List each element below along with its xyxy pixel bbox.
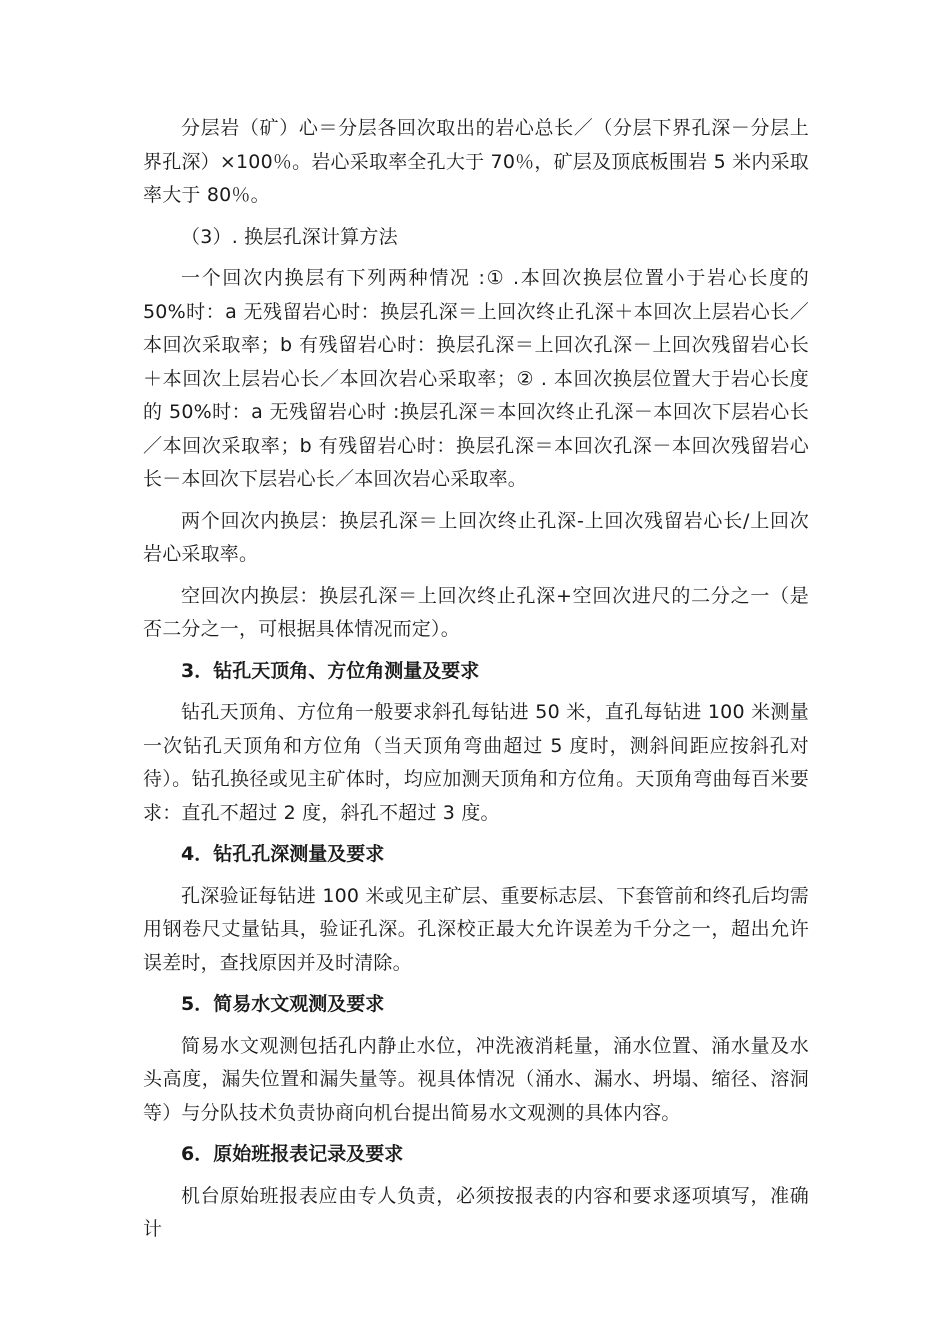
paragraph-angle-measurement: 钻孔天顶角、方位角一般要求斜孔每钻进 50 米，直孔每钻进 100 米测量一次钻孔天顶角和方位角（当天顶角弯曲超过 5 度时，测斜间距应按斜孔对待）。钻孔换径或见主矿体时，均应加测天顶角和方位角。天顶角弯曲每百米要求：直孔不超过 2 度，斜孔不超过 3 度。: [143, 701, 809, 824]
section-heading-4: 4．钻孔孔深测量及要求: [181, 843, 385, 865]
paragraph-single-run-layer-change: 一个回次内换层有下列两种情况 :① .本回次换层位置小于岩心长度的 50%时：a 无残留岩心时：换层孔深＝上回次终止孔深＋本回次上层岩心长／本回次采取率；b 有残留岩心时：换层孔深＝上回次孔深－上回次残留岩心长＋本回次上层岩心长／本回次岩心采取率；② . 本回次换层位置大于岩心长度的 50%时：a 无残留岩心时 :换层孔深＝本回次终止孔深－本回次下层岩心长／本回次采取率；b 有残留岩心时：换层孔深＝本回次孔深－本回次残留岩心长－本回次下层岩心长／本回次岩心采取率。: [143, 267, 809, 490]
paragraph-empty-run-layer-change: 空回次内换层：换层孔深＝上回次终止孔深+空回次进尺的二分之一（是否二分之一，可根据具体情况而定）。: [143, 584, 809, 640]
paragraph-hydro-observation: 简易水文观测包括孔内静止水位，冲洗液消耗量，涌水位置、涌水量及水头高度，漏失位置和漏失量等。视具体情况（涌水、漏水、坍塌、缩径、溶洞等）与分队技术负责协商向机台提出简易水文观测的具体内容。: [143, 1034, 809, 1124]
paragraph-subheading-depth-method: （3）. 换层孔深计算方法: [181, 225, 398, 248]
paragraph-shift-report: 机台原始班报表应由专人负责，必须按报表的内容和要求逐项填写，准确计: [143, 1184, 809, 1240]
paragraph-depth-measurement: 孔深验证每钻进 100 米或见主矿层、重要标志层、下套管前和终孔后均需用钢卷尺丈量钻具，验证孔深。孔深校正最大允许误差为千分之一，超出允许误差时，查找原因并及时清除。: [143, 884, 809, 974]
paragraph-two-run-layer-change: 两个回次内换层：换层孔深＝上回次终止孔深-上回次残留岩心长/上回次岩心采取率。: [143, 509, 809, 565]
paragraph-core-recovery: 分层岩（矿）心＝分层各回次取出的岩心总长／（分层下界孔深－分层上界孔深）×100％。岩心采取率全孔大于 70％，矿层及顶底板围岩 5 米内采取率大于 80％。: [143, 117, 809, 206]
section-heading-5: 5．简易水文观测及要求: [181, 993, 385, 1015]
document-page: [143, 112, 809, 1247]
section-heading-3: 3．钻孔天顶角、方位角测量及要求: [181, 659, 480, 682]
section-heading-6: 6．原始班报表记录及要求: [181, 1143, 404, 1165]
